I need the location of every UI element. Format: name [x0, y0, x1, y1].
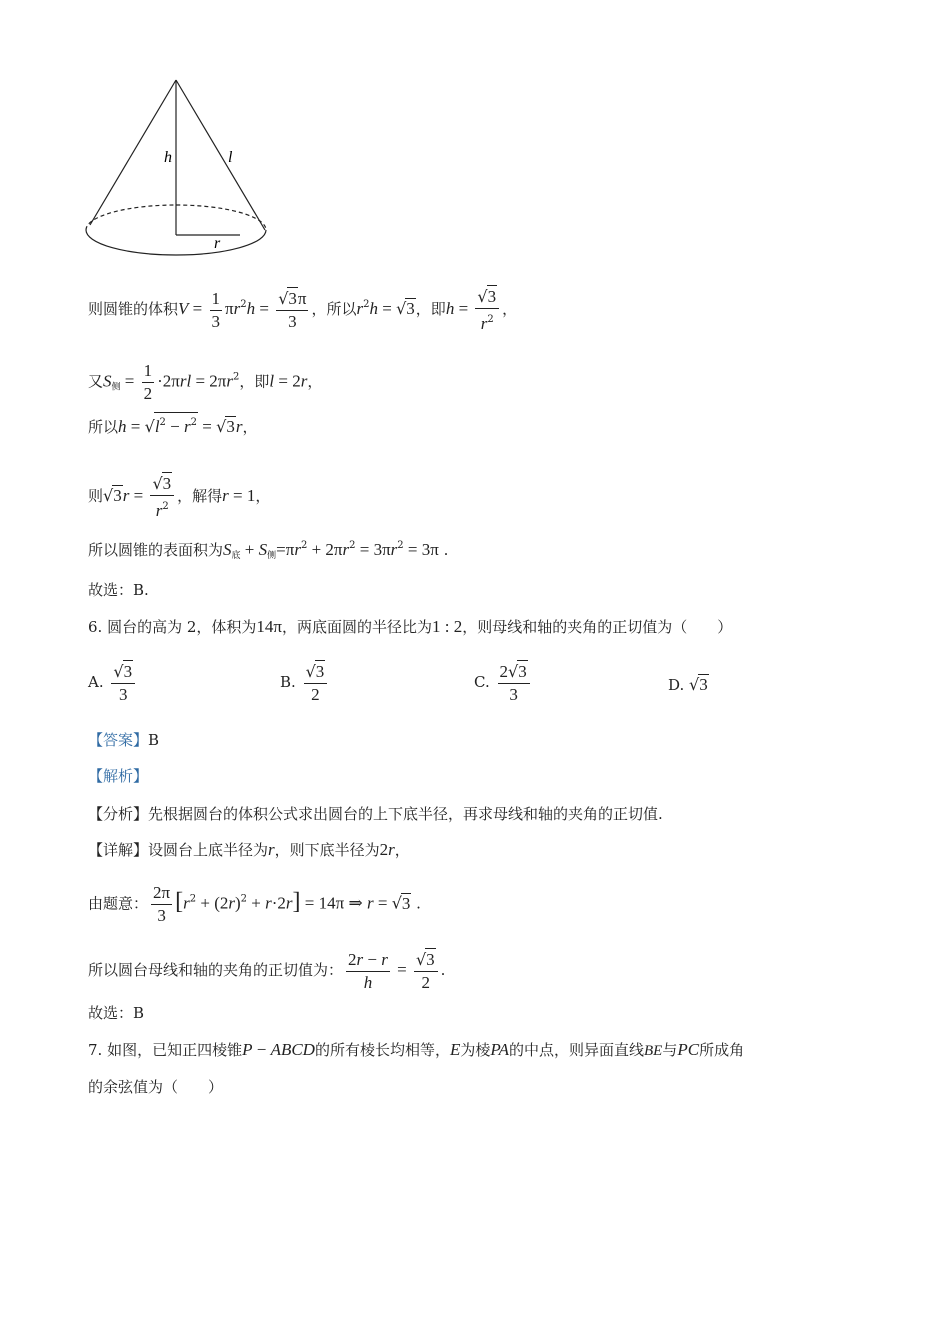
line-surface: 所以圆锥的表面积为$S_底 + S_侧=\pi r^2 + 2\pi r^2 = 3\pi r^2 = 3\pi$ . — [88, 540, 449, 561]
answer-6: 故选：B — [88, 1004, 145, 1022]
option-a[interactable]: A. $\frac{√3}{3}$ — [88, 660, 138, 706]
label-h: h — [164, 149, 172, 166]
line-solve: 则√3r = $\frac{√3}{r^2}$ ，解得r = 1， — [88, 474, 271, 520]
question-7-cont: 的余弦值为（ ） — [88, 1078, 224, 1096]
option-d[interactable]: D. √3 — [668, 675, 708, 694]
question-6: 6. 圆台的高为 2，体积为14π，两底面圆的半径比为1 : 2，则母线和轴的夹角的正切值为（ ） — [88, 617, 733, 636]
tan-line: 所以圆台母线和轴的夹角的正切值为： $\frac{2r - r}{h}$ = $\frac{√3}{2}$ . — [88, 949, 446, 992]
answer-5: 故选：B. — [88, 581, 149, 599]
analysis-tag: 【解析】 — [88, 767, 149, 785]
question-7: 7. 如图，已知正四棱锥P − ABCD的所有棱长均相等，E为棱PA的中点，则异面直线BE与PC所成角 — [88, 1040, 745, 1059]
line-height: 所以$h = √l^2 - r^2 = √3r$， — [88, 412, 257, 437]
option-c[interactable]: C. $\frac{2√3}{3}$ — [474, 660, 533, 706]
option-b[interactable]: B. $\frac{√3}{2}$ — [280, 660, 330, 706]
options-6 — [88, 660, 888, 710]
label-r: r — [214, 235, 221, 252]
cone-figure — [80, 70, 280, 260]
line-volume: 则圆锥的体积V = $\frac{1}{3}$ $\pi r^2h$ = $\frac{√3\pi}{3}$ ，所以$r^2h = √3$，即h = $\frac{√3}{r^2}$ ， — [88, 287, 518, 333]
label-l: l — [228, 149, 233, 166]
answer-line: 【答案】B — [88, 731, 160, 749]
xiangjie-line: 【详解】设圆台上底半径为r，则下底半径为2r， — [88, 840, 410, 859]
fenxi-line: 【分析】先根据圆台的体积公式求出圆台的上下底半径，再求母线和轴的夹角的正切值. — [88, 805, 663, 823]
line-lateral: 又$S_侧$ = $\frac{1}{2}$ $\cdot 2\pi rl = 2\pi r^2$，即l = 2r， — [88, 361, 323, 403]
volume-eq-line: 由题意： $\frac{2\pi}{3}$ $[r^2 + (2r)^2 + r\cdot 2r] = 14\pi$ ⇒ r = √3 . — [88, 883, 421, 925]
answer-tag: 【答案】 — [88, 731, 149, 749]
